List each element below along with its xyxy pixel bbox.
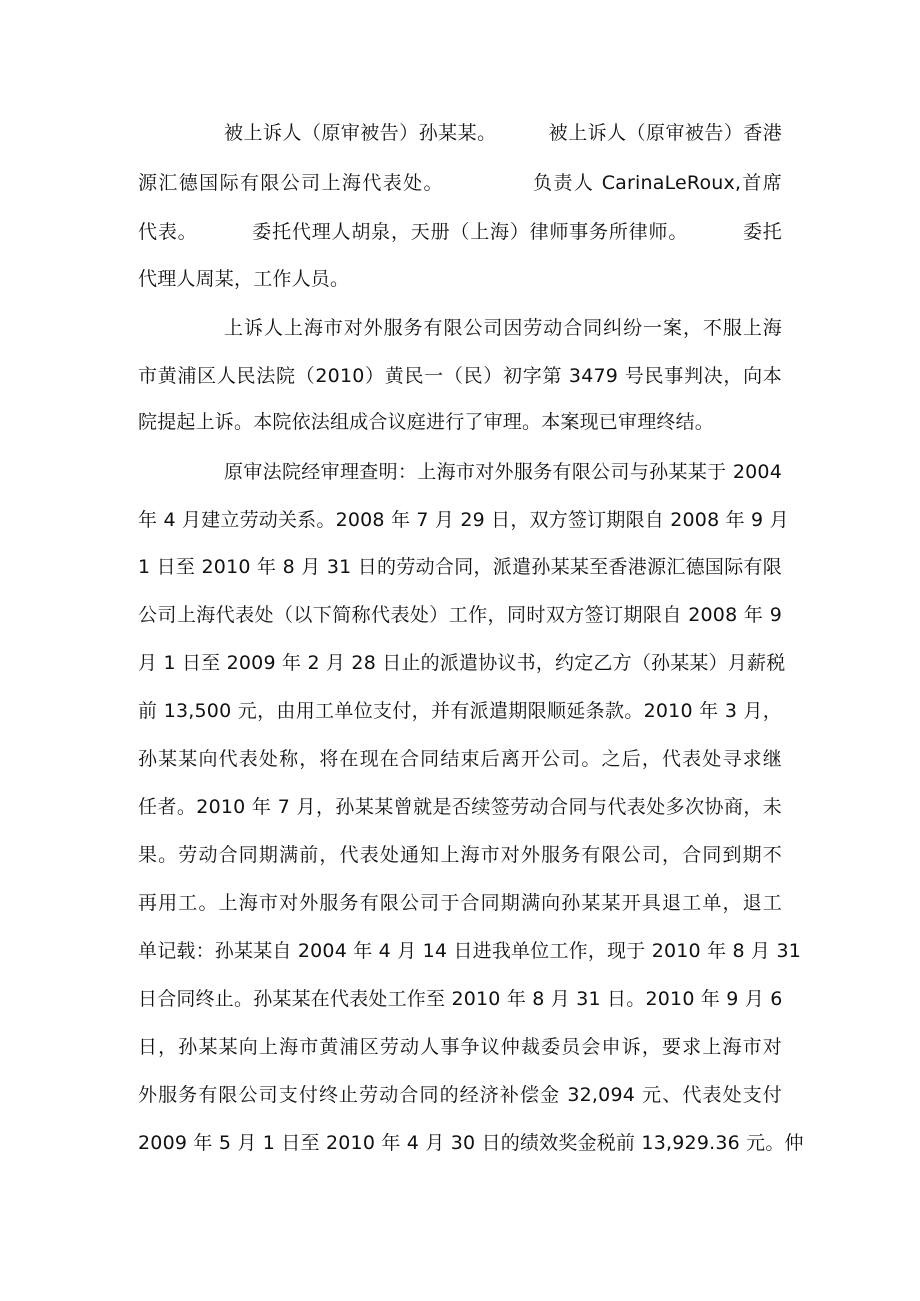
text-line: 再用工。上海市对外服务有限公司于合同期满向孙某某开具退工单，退工 <box>138 892 782 914</box>
text-line: 月 1 日至 2009 年 2 月 28 日止的派遣协议书，约定乙方（孙某某）月薪税 <box>138 652 786 674</box>
text-line: 任者。2010 年 7 月，孙某某曾就是否续签劳动合同与代表处多次协商，未 <box>138 796 782 818</box>
text-line: 市黄浦区人民法院（2010）黄民一（民）初字第 3479 号民事判决，向本 <box>138 365 782 387</box>
text-line: 原审法院经审理查明：上海市对外服务有限公司与孙某某于 2004 <box>224 461 782 483</box>
text-line: 2009 年 5 月 1 日至 2010 年 4 月 30 日的绩效奖金税前 13,929.36 元。仲 <box>138 1132 804 1154</box>
text-line: 被上诉人（原审被告）孙某某。 被上诉人（原审被告）香港 <box>224 122 782 144</box>
text-line: 前 13,500 元，由用工单位支付，并有派遣期限顺延条款。2010 年 3 月， <box>138 700 782 722</box>
text-line: 日合同终止。孙某某在代表处工作至 2010 年 8 月 31 日。2010 年 9 月 6 <box>138 988 783 1010</box>
text-line: 上诉人上海市对外服务有限公司因劳动合同纠纷一案，不服上海 <box>224 317 782 339</box>
text-line: 公司上海代表处（以下简称代表处）工作，同时双方签订期限自 2008 年 9 <box>138 604 782 626</box>
text-line: 代理人周某，工作人员。 <box>138 268 350 290</box>
text-line: 单记载：孙某某自 2004 年 4 月 14 日进我单位工作，现于 2010 年 8 月 31 <box>138 940 802 962</box>
text-line: 年 4 月建立劳动关系。2008 年 7 月 29 日，双方签订期限自 2008 年 9 月 <box>138 509 789 531</box>
text-line: 代表。 委托代理人胡泉，天册（上海）律师事务所律师。 委托 <box>138 221 782 243</box>
text-line: 1 日至 2010 年 8 月 31 日的劳动合同，派遣孙某某至香港源汇德国际有限 <box>138 556 782 578</box>
text-line: 院提起上诉。本院依法组成合议庭进行了审理。本案现已审理终结。 <box>138 411 715 433</box>
text-line: 日，孙某某向上海市黄浦区劳动人事争议仲裁委员会申诉，要求上海市对 <box>138 1036 782 1058</box>
text-line: 果。劳动合同期满前，代表处通知上海市对外服务有限公司，合同到期不 <box>138 844 782 866</box>
text-line: 源汇德国际有限公司上海代表处。 负责人 CarinaLeRoux,首席 <box>138 172 782 194</box>
text-line: 孙某某向代表处称，将在现在合同结束后离开公司。之后，代表处寻求继 <box>138 748 782 770</box>
text-line: 外服务有限公司支付终止劳动合同的经济补偿金 32,094 元、代表处支付 <box>138 1084 782 1106</box>
